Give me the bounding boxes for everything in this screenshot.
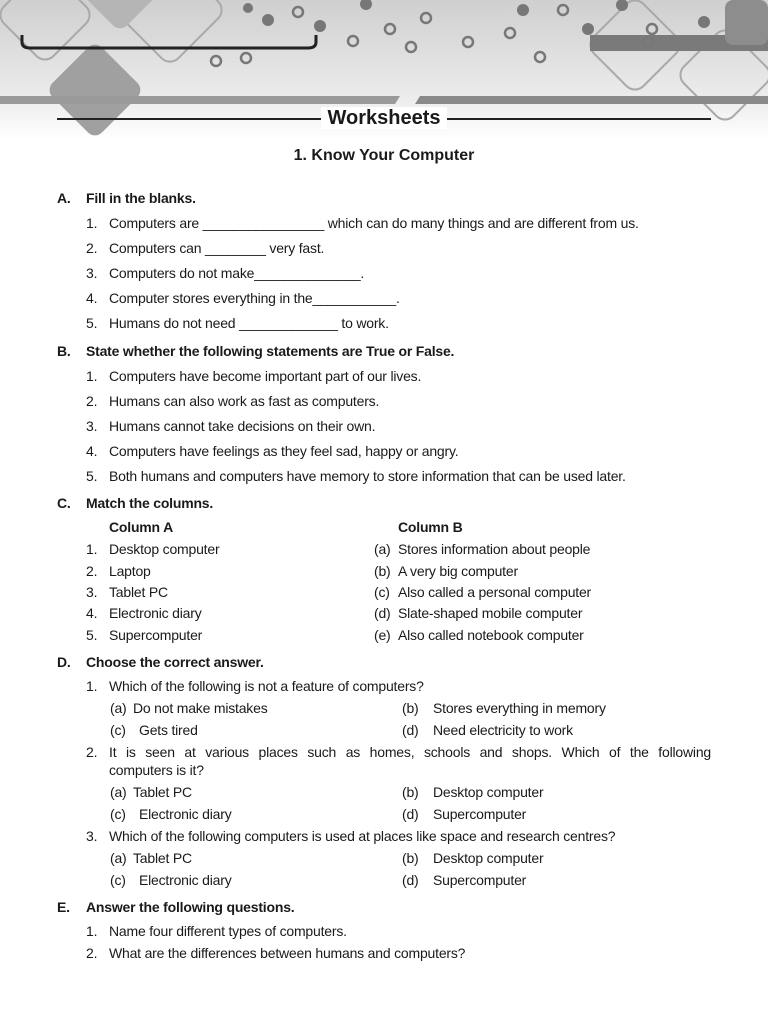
section-letter: C. — [57, 495, 71, 511]
chapter-title: 1. Know Your Computer — [293, 147, 475, 164]
item-text: Computers do not make______________. — [109, 265, 365, 281]
option-text: Supercomputer — [433, 872, 527, 888]
item-number: 1. — [86, 368, 98, 384]
row-key: (b) — [374, 563, 391, 579]
item-text: Computers have become important part of our lives. — [109, 368, 422, 384]
section-heading: Answer the following questions. — [86, 899, 295, 915]
option-key: (b) — [402, 850, 419, 866]
item-text: Computers can ________ very fast. — [109, 240, 325, 256]
item-text: Humans can also work as fast as computers. — [109, 393, 380, 409]
column-b-item: A very big computer — [398, 563, 518, 579]
item-number: 1. — [86, 215, 98, 231]
section-letter: E. — [57, 899, 70, 915]
option-key: (b) — [402, 784, 419, 800]
item-text: Computers are ________________ which can do many things and are different from us. — [109, 215, 639, 231]
item-text: Computer stores everything in the___________. — [109, 290, 400, 306]
section-heading: State whether the following statements are True or False. — [86, 343, 455, 359]
item-text: Humans cannot take decisions on their own. — [109, 418, 376, 434]
page-title-text: Worksheets — [321, 107, 446, 129]
question-number: 3. — [86, 828, 98, 844]
column-b-header: Column B — [398, 519, 463, 535]
column-a-item: Desktop computer — [109, 541, 220, 557]
option-key: (c) — [110, 872, 126, 888]
option-text: Desktop computer — [433, 784, 544, 800]
option-text: Gets tired — [139, 722, 198, 738]
item-number: 5. — [86, 315, 98, 331]
column-b-item: Also called a personal computer — [398, 584, 592, 600]
item-number: 3. — [86, 418, 98, 434]
column-a-item: Tablet PC — [109, 584, 168, 600]
item-number: 4. — [86, 443, 98, 459]
item-number: 5. — [86, 468, 98, 484]
option-text: Stores everything in memory — [433, 700, 606, 716]
option-text: Desktop computer — [433, 850, 544, 866]
section-letter: B. — [57, 343, 71, 359]
row-key: (c) — [374, 584, 390, 600]
row-number: 3. — [86, 584, 98, 600]
option-text: Do not make mistakes — [133, 700, 268, 716]
column-b-item: Stores information about people — [398, 541, 591, 557]
section-heading: Fill in the blanks. — [86, 190, 196, 206]
question-number: 1. — [86, 678, 98, 694]
option-key: (c) — [110, 722, 126, 738]
option-text: Electronic diary — [139, 872, 232, 888]
column-a-item: Laptop — [109, 563, 151, 579]
question-text: Which of the following is not a feature of computers? — [109, 678, 424, 694]
column-b-item: Slate-shaped mobile computer — [398, 605, 583, 621]
item-number: 2. — [86, 945, 98, 961]
section-letter: A. — [57, 190, 71, 206]
item-text: Name four different types of computers. — [109, 923, 347, 939]
row-number: 1. — [86, 541, 98, 557]
question-text-cont: computers is it? — [109, 762, 204, 778]
row-key: (a) — [374, 541, 391, 557]
question-number: 2. — [86, 744, 98, 760]
option-key: (d) — [402, 806, 419, 822]
column-a-item: Electronic diary — [109, 605, 202, 621]
item-text: Humans do not need _____________ to work. — [109, 315, 389, 331]
option-key: (d) — [402, 872, 419, 888]
option-text: Supercomputer — [433, 806, 527, 822]
row-key: (e) — [374, 627, 391, 643]
item-number: 1. — [86, 923, 98, 939]
item-number: 3. — [86, 265, 98, 281]
option-text: Tablet PC — [133, 850, 192, 866]
question-text: Which of the following computers is used at places like space and research centres? — [109, 828, 616, 844]
option-key: (d) — [402, 722, 419, 738]
column-a-header: Column A — [109, 519, 173, 535]
option-key: (a) — [110, 850, 127, 866]
item-text: What are the differences between humans and computers? — [109, 945, 466, 961]
option-text: Electronic diary — [139, 806, 232, 822]
item-number: 2. — [86, 240, 98, 256]
item-text: Both humans and computers have memory to store information that can be used later. — [109, 468, 626, 484]
row-number: 4. — [86, 605, 98, 621]
option-text: Tablet PC — [133, 784, 192, 800]
column-a-item: Supercomputer — [109, 627, 203, 643]
section-letter: D. — [57, 654, 71, 670]
column-b-item: Also called notebook computer — [398, 627, 584, 643]
row-key: (d) — [374, 605, 391, 621]
option-key: (c) — [110, 806, 126, 822]
item-text: Computers have feelings as they feel sad, happy or angry. — [109, 443, 459, 459]
item-number: 4. — [86, 290, 98, 306]
question-text: It is seen at various places such as homes, schools and shops. Which of the following — [109, 744, 711, 760]
item-number: 2. — [86, 393, 98, 409]
option-key: (a) — [110, 784, 127, 800]
option-key: (a) — [110, 700, 127, 716]
section-heading: Choose the correct answer. — [86, 654, 264, 670]
option-text: Need electricity to work — [433, 722, 573, 738]
section-heading: Match the columns. — [86, 495, 214, 511]
option-key: (b) — [402, 700, 419, 716]
row-number: 5. — [86, 627, 98, 643]
row-number: 2. — [86, 563, 98, 579]
page-title — [0, 106, 768, 130]
